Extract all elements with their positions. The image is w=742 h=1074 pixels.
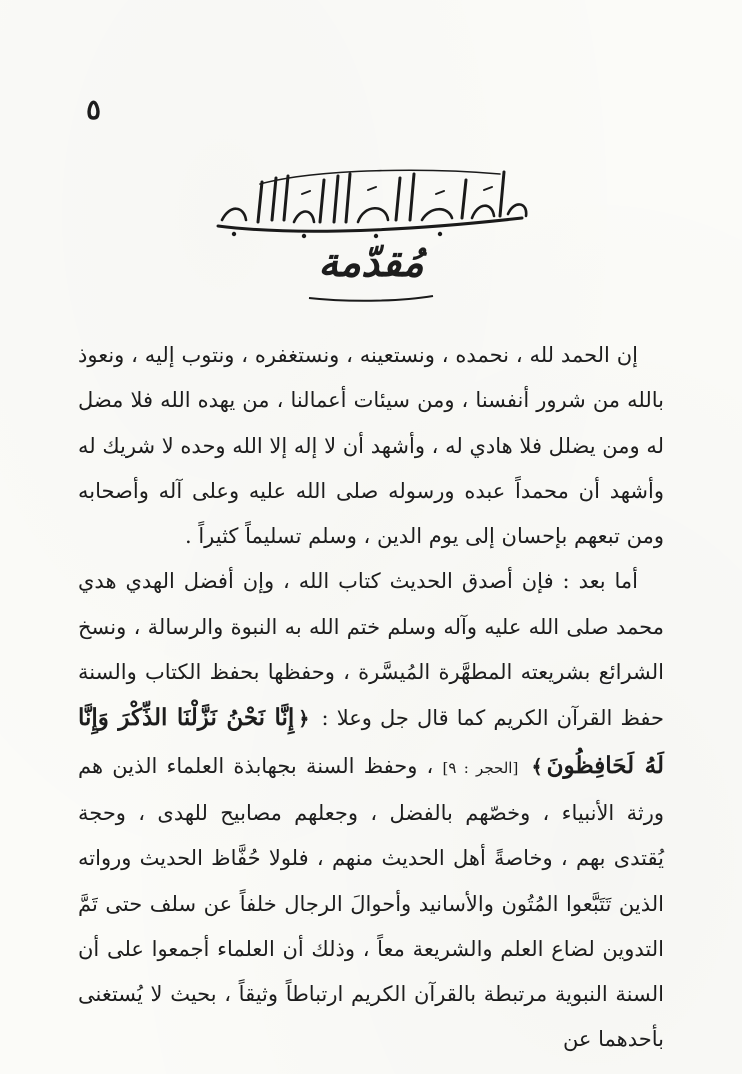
basmala-calligraphy	[200, 160, 540, 240]
quran-verse: إِنَّا نَحْنُ نَزَّلْنَا الذِّكْرَ وَإِنَّا لَهُ لَحَافِظُونَ	[78, 704, 664, 779]
verse-open-ornament: ﴿	[298, 708, 310, 731]
section-heading: مُقدّمة	[318, 239, 424, 286]
paragraph-text-before-verse: أما بعد : فإن أصدق الحديث كتاب الله ، وإن أفضل الهدي هدي محمد صلى الله عليه وآله وسلم ختم الله به النبوة والرسالة ، ونسخ الشرائع بشريعته المطهَّرة المُيسَّرة ، وحفظها بحفظ الكتاب والسنة حفظ القرآن الكريم كما قال جل وعلا :	[78, 569, 664, 731]
heading-flourish	[305, 292, 437, 302]
paragraph-opening-praise: إن الحمد لله ، نحمده ، ونستعينه ، ونستغفره ، ونتوب إليه ، ونعوذ بالله من شرور أنفسنا ، ومن سيئات أعمالنا ، من يهده الله فلا مضل له ومن يضلل فلا هادي له ، وأشهد أن لا إله إلا الله وحده لا شريك له وأشهد أن محمداً عبده ورسوله صلى الله عليه وعلى آله وأصحابه ومن تبعهم بإحسان إلى يوم الدين ، وسلم تسليماً كثيراً .	[78, 343, 664, 549]
paragraph-text-after-verse: ، وحفظ السنة بجهابذة العلماء الذين هم ورثة الأنبياء ، وخصّهم بالفضل ، وجعلهم مصابيح للهدى ، وحجة يُقتدى بهم ، وخاصةً أهل الحديث منهم ، فلولا حُفَّاظ الحديث ورواته الذين تَتَبَّعوا المُتُون والأسانيد وأحوالَ الرجال خلفاً عن سلف حتى تَمَّ التدوين لضاع العلم والشريعة معاً ، وذلك أن العلماء أجمعوا على أن السنة النبوية مرتبطة بالقرآن الكريم ارتباطاً وثيقاً ، بحيث لا يُستغنى بأحدهما عن	[78, 753, 664, 1052]
verse-reference: [الحجر : ٩]	[442, 758, 519, 777]
paragraph-amma-bad	[78, 559, 664, 1062]
body-text	[78, 333, 664, 1063]
page-number: ٥	[86, 93, 102, 126]
verse-close-ornament: ﴾	[531, 755, 543, 778]
